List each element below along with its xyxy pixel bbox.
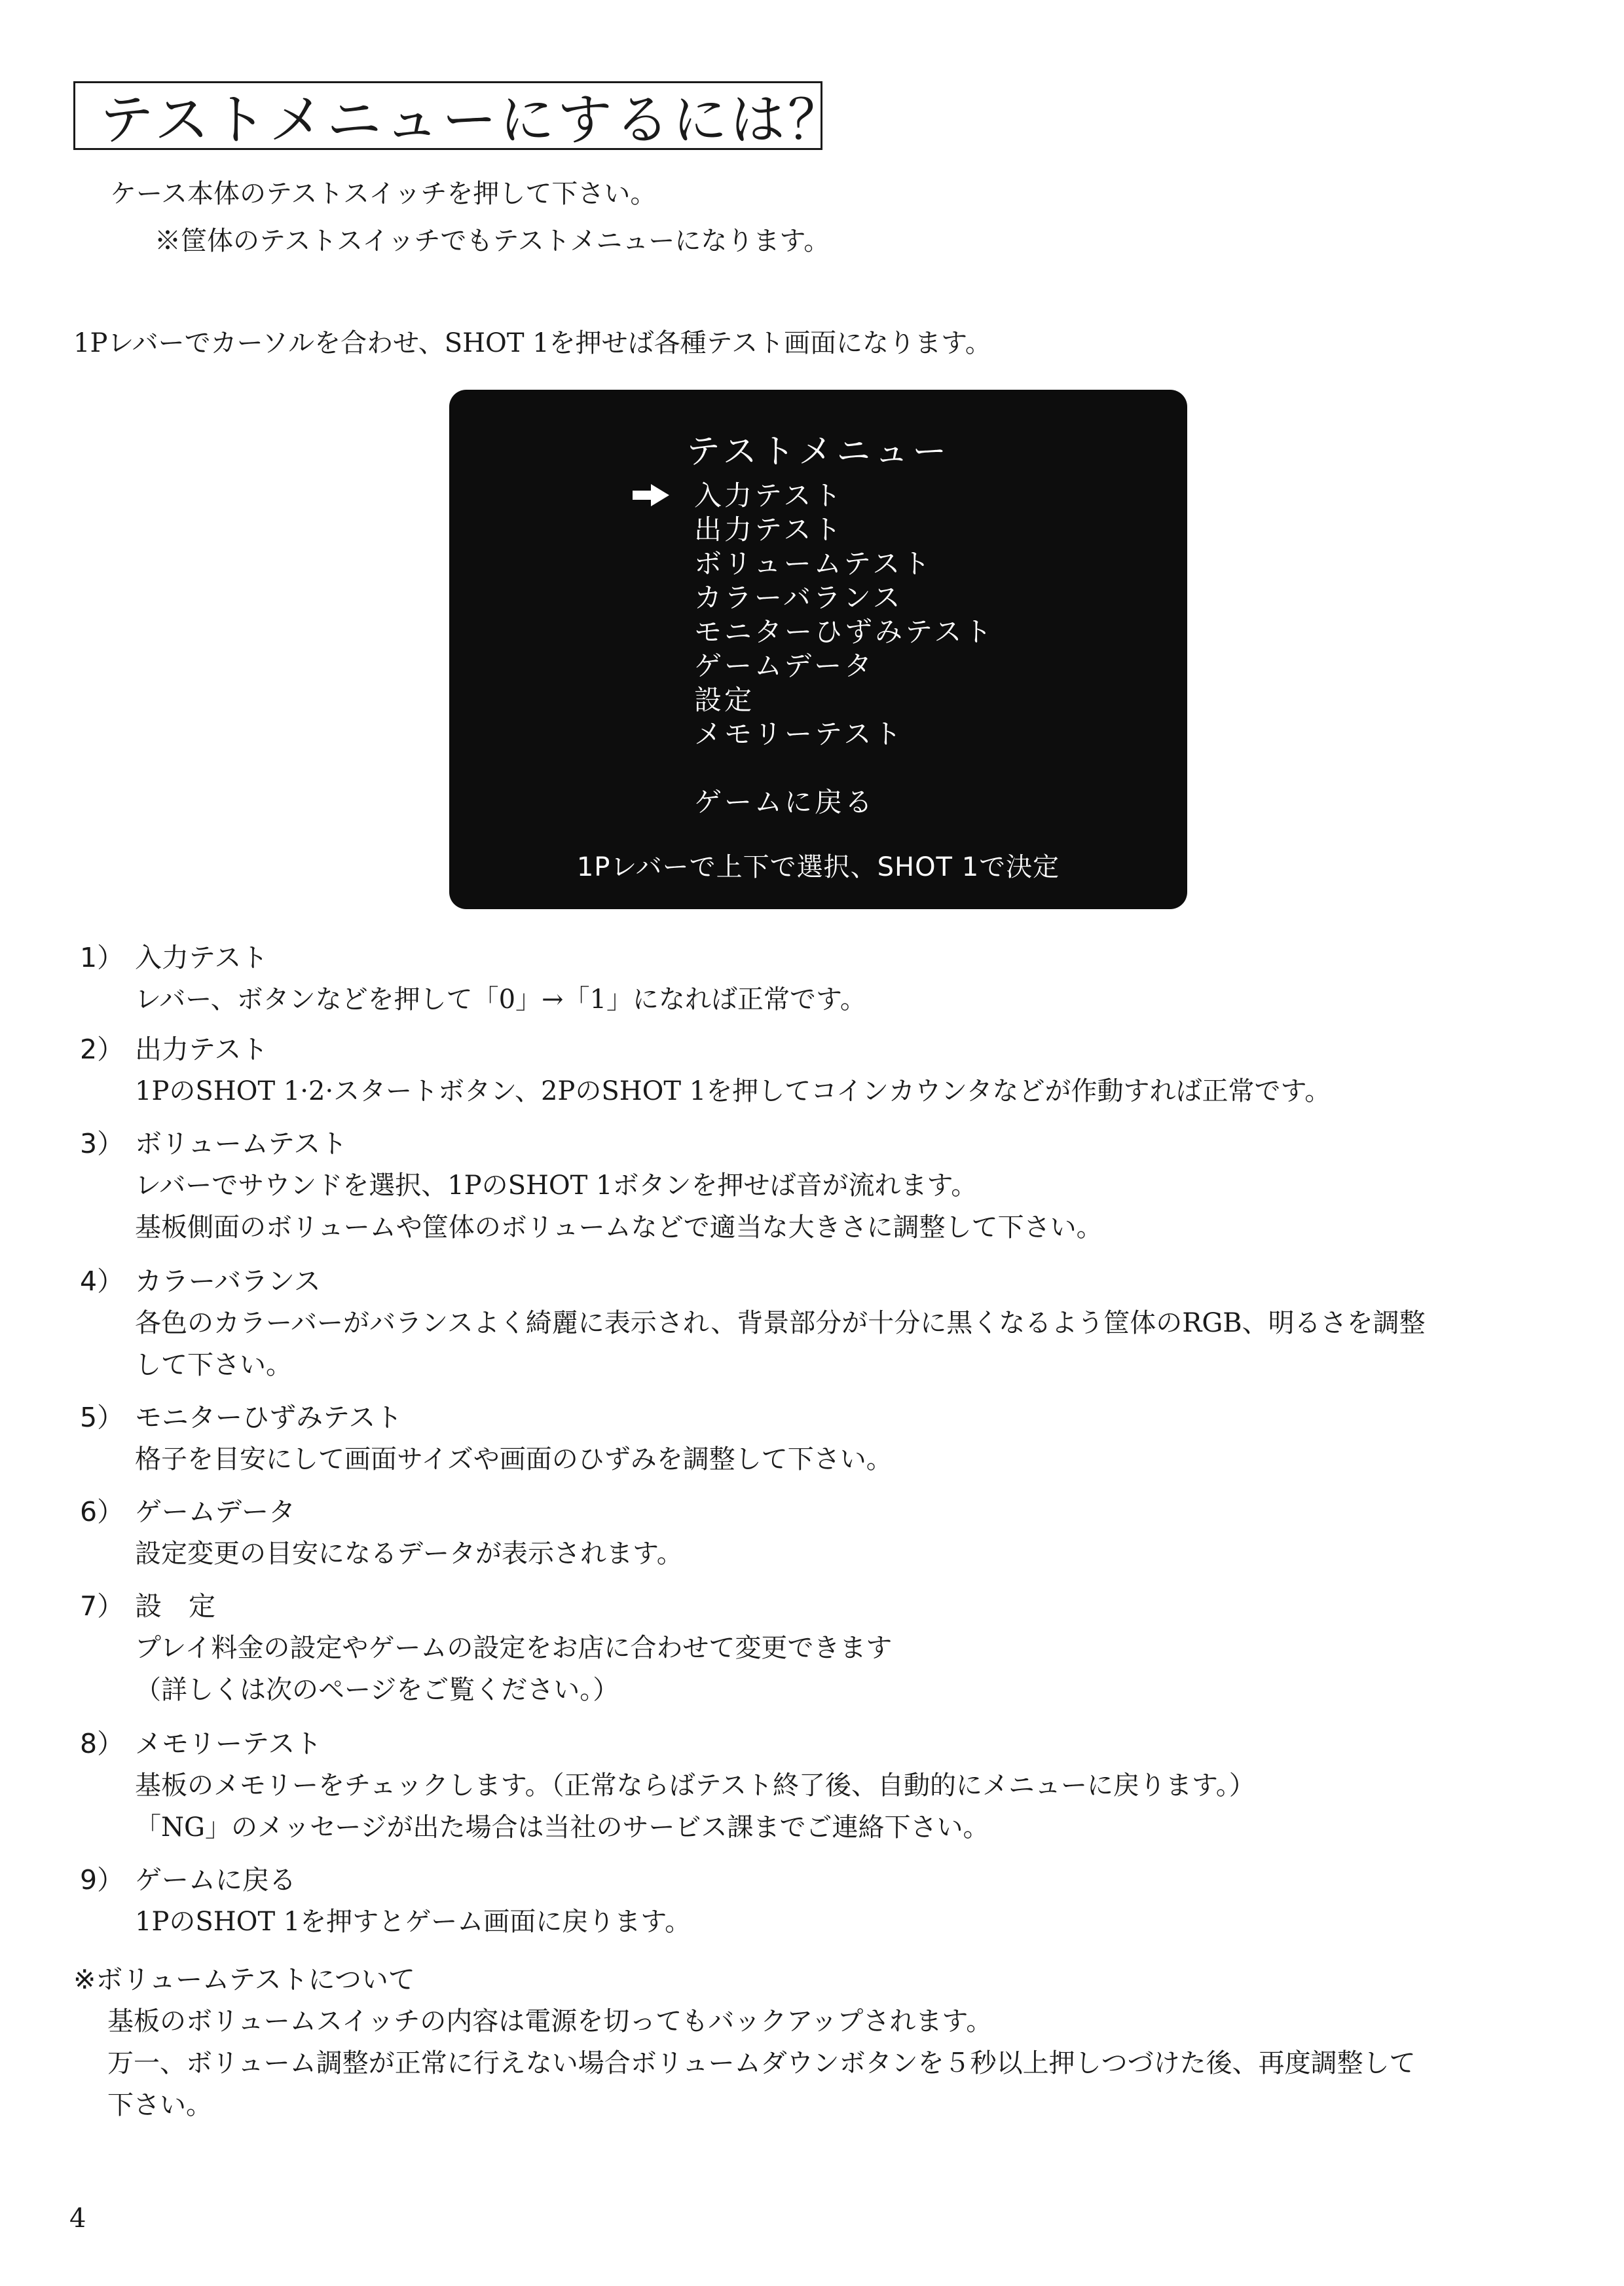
section-text: レバー、ボタンなどを押して「0」→「1」になれば正常です。 xyxy=(135,984,866,1015)
section-title: ボリュームテスト xyxy=(135,1128,348,1159)
section-text: 格子を目安にして画面サイズや画面のひずみを調整して下さい。 xyxy=(135,1444,893,1474)
section-text: 設定変更の目安になるデータが表示されます。 xyxy=(135,1539,683,1569)
section-text: 1PのSHOT 1·2·スタートボタン、2PのSHOT 1を押してコインカウンタなどが作動すれば正常です。 xyxy=(135,1076,1331,1106)
section-title: ゲームに戻る xyxy=(135,1864,296,1896)
menu-item-color-balance: カラーバランス xyxy=(694,582,903,614)
menu-item-monitor-test: モニターひずみテスト xyxy=(694,616,995,648)
section-heading-2 xyxy=(80,1028,268,1070)
section-heading-6 xyxy=(80,1491,295,1533)
section-num: 7） xyxy=(80,1590,124,1622)
section-num: 4） xyxy=(80,1265,124,1297)
section-num: 6） xyxy=(80,1496,124,1527)
menu-item-output-test: 出力テスト xyxy=(694,514,844,546)
menu-item-settings: 設定 xyxy=(694,684,755,716)
menu-item-volume-test: ボリュームテスト xyxy=(694,548,933,580)
page-title-text: テストメニューにするには？ xyxy=(99,88,845,152)
section-text: して下さい。 xyxy=(135,1350,292,1380)
section-text: 基板のメモリーをチェックします。（正常ならばテスト終了後、自動的にメニューに戻ります。） xyxy=(135,1771,1255,1801)
menu-item-return: ゲームに戻る xyxy=(694,786,876,818)
section-num: 5） xyxy=(80,1402,124,1433)
section-title: 入力テスト xyxy=(135,942,268,973)
section-num: 3） xyxy=(80,1128,124,1159)
menu-item-input-test: 入力テスト xyxy=(694,479,844,512)
note-text: 下さい。 xyxy=(107,2090,212,2120)
intro-line-1: ケース本体のテストスイッチを押して下さい。 xyxy=(110,179,657,209)
test-menu-screen xyxy=(449,390,1187,909)
section-heading-5 xyxy=(80,1396,402,1438)
section-num: 8） xyxy=(80,1728,124,1759)
section-text: （詳しくは次のページをご覧ください。） xyxy=(135,1675,619,1705)
section-heading-8 xyxy=(80,1723,322,1765)
note-heading: ※ボリュームテストについて xyxy=(73,1964,415,1995)
section-title: 出力テスト xyxy=(135,1034,268,1065)
note-text: 基板のボリュームスイッチの内容は電源を切ってもバックアップされます。 xyxy=(107,2006,993,2036)
note-text: 万一、ボリューム調整が正常に行えない場合ボリュームダウンボタンを５秒以上押しつづけた後、再度調整して xyxy=(107,2048,1416,2078)
intro-note: ※筐体のテストスイッチでもテストメニューになります。 xyxy=(155,226,830,256)
section-text: レバーでサウンドを選択、1PのSHOT 1ボタンを押せば音が流れます。 xyxy=(135,1171,978,1201)
screen-title: テストメニュー xyxy=(686,432,951,472)
section-text: 基板側面のボリュームや筐体のボリュームなどで適当な大きさに調整して下さい。 xyxy=(135,1212,1103,1243)
page-number: 4 xyxy=(69,2203,86,2234)
section-text: 「NG」のメッセージが出た場合は当社のサービス課までご連絡下さい。 xyxy=(135,1812,989,1843)
section-title: メモリーテスト xyxy=(135,1728,322,1759)
right-arrow-icon xyxy=(631,483,671,508)
section-heading-7 xyxy=(80,1585,215,1627)
section-title: ゲームデータ xyxy=(135,1496,296,1527)
menu-item-memory-test: メモリーテスト xyxy=(694,718,904,750)
page-title xyxy=(73,81,845,152)
section-heading-1 xyxy=(80,937,268,979)
section-heading-9 xyxy=(80,1859,296,1901)
section-title: 設 定 xyxy=(135,1590,215,1622)
menu-item-game-data: ゲームデータ xyxy=(694,650,875,682)
section-title: カラーバランス xyxy=(135,1265,321,1297)
section-text: 各色のカラーバーがバランスよく綺麗に表示され、背景部分が十分に黒くなるよう筐体のRGB、明るさを調整 xyxy=(135,1308,1426,1338)
section-heading-4 xyxy=(80,1260,321,1302)
screen-menu xyxy=(694,479,994,819)
section-num: 2） xyxy=(80,1034,124,1065)
section-heading-3 xyxy=(80,1123,347,1165)
section-text: プレイ料金の設定やゲームの設定をお店に合わせて変更できます xyxy=(135,1633,893,1663)
section-title: モニターひずみテスト xyxy=(135,1402,403,1433)
section-num: 9） xyxy=(80,1864,124,1896)
section-num: 1） xyxy=(80,942,124,973)
section-text: 1PのSHOT 1を押すとゲーム画面に戻ります。 xyxy=(135,1907,692,1937)
intro-line-2: 1Pレバーでカーソルを合わせ、SHOT 1を押せば各種テスト画面になります。 xyxy=(73,328,991,358)
screen-hint: 1Pレバーで上下で選択、SHOT 1で決定 xyxy=(576,852,1060,882)
